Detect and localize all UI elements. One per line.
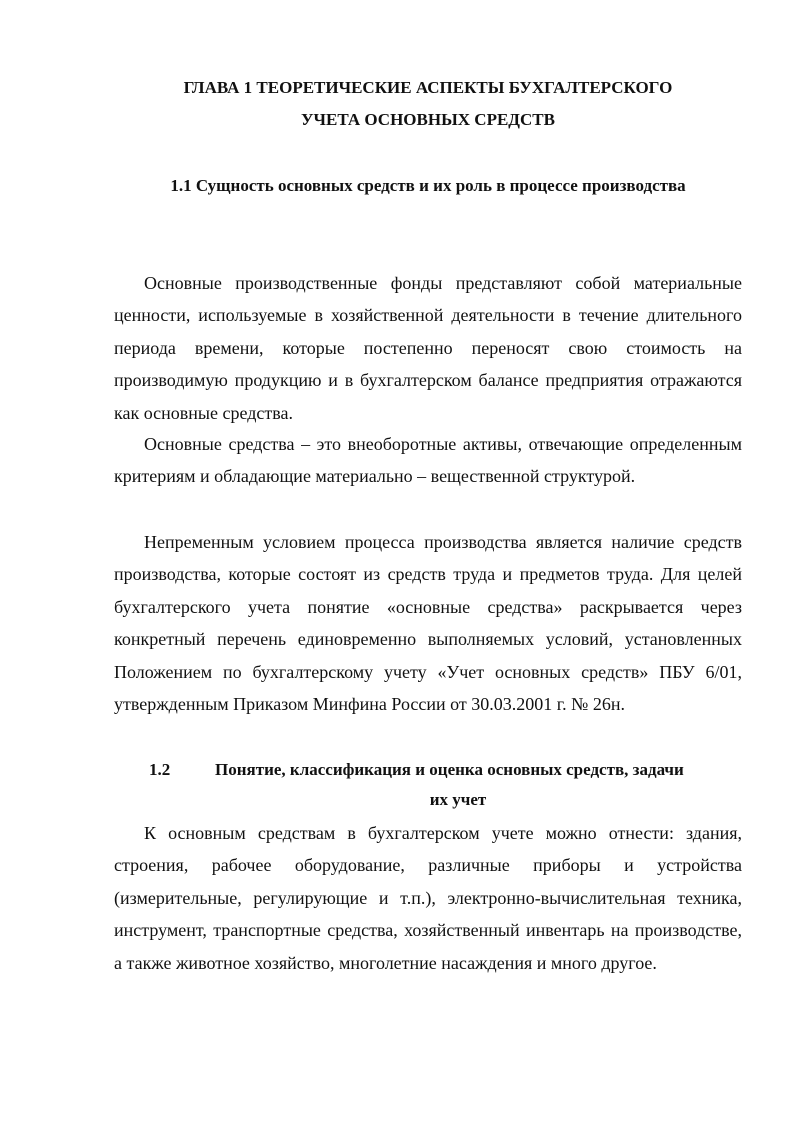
section-2-title-row-1 bbox=[114, 755, 742, 785]
section-2-title-line-2: их учет bbox=[429, 790, 487, 809]
section-1-paragraph-3: Непременным условием процесса производства является наличие средств производства, которые состоят из средств труда и предметов труда. Для целей бухгалтерского учета понятие «основные средства» раскрывается через конкретный перечень единовременно выполняемых условий, установленных Положением по бухгалтерскому учету «Учет основных средств» ПБУ 6/01, утвержденным Приказом Минфина России от 30.03.2001 г. № 26н. bbox=[114, 532, 742, 715]
chapter-title bbox=[114, 72, 742, 136]
section-2-title bbox=[114, 755, 742, 815]
chapter-title-line-1: ГЛАВА 1 ТЕОРЕТИЧЕСКИЕ АСПЕКТЫ БУХГАЛТЕРСКОГО bbox=[183, 78, 673, 97]
chapter-title-line-2: УЧЕТА ОСНОВНЫХ СРЕДСТВ bbox=[301, 110, 555, 129]
section-2-title-line-1: Понятие, классификация и оценка основных средств, задачи bbox=[215, 760, 684, 779]
section-1-paragraph-1: Основные производственные фонды представляют собой материальные ценности, используемые в хозяйственной деятельности в течение длительного периода времени, которые постепенно переносят свою стоимость на производимую продукцию и в бухгалтерском балансе предприятия отражаются как основные средства. bbox=[114, 273, 742, 423]
section-1-title: 1.1 Сущность основных средств и их роль в процессе производства bbox=[170, 176, 686, 195]
section-2-number: 1.2 bbox=[149, 760, 171, 779]
section-2-paragraph-1: К основным средствам в бухгалтерском учете можно отнести: здания, строения, рабочее оборудование, различные приборы и устройства (измерительные, регулирующие и т.п.), электронно-вычислительная техника, инструмент, транспортные средства, хозяйственный инвентарь на производстве, а также животное хозяйство, многолетние насаждения и много другое. bbox=[114, 823, 742, 973]
section-1-paragraph-2: Основные средства – это внеоборотные активы, отвечающие определенным критериям и обладающие материально – вещественной структурой. bbox=[114, 434, 742, 487]
